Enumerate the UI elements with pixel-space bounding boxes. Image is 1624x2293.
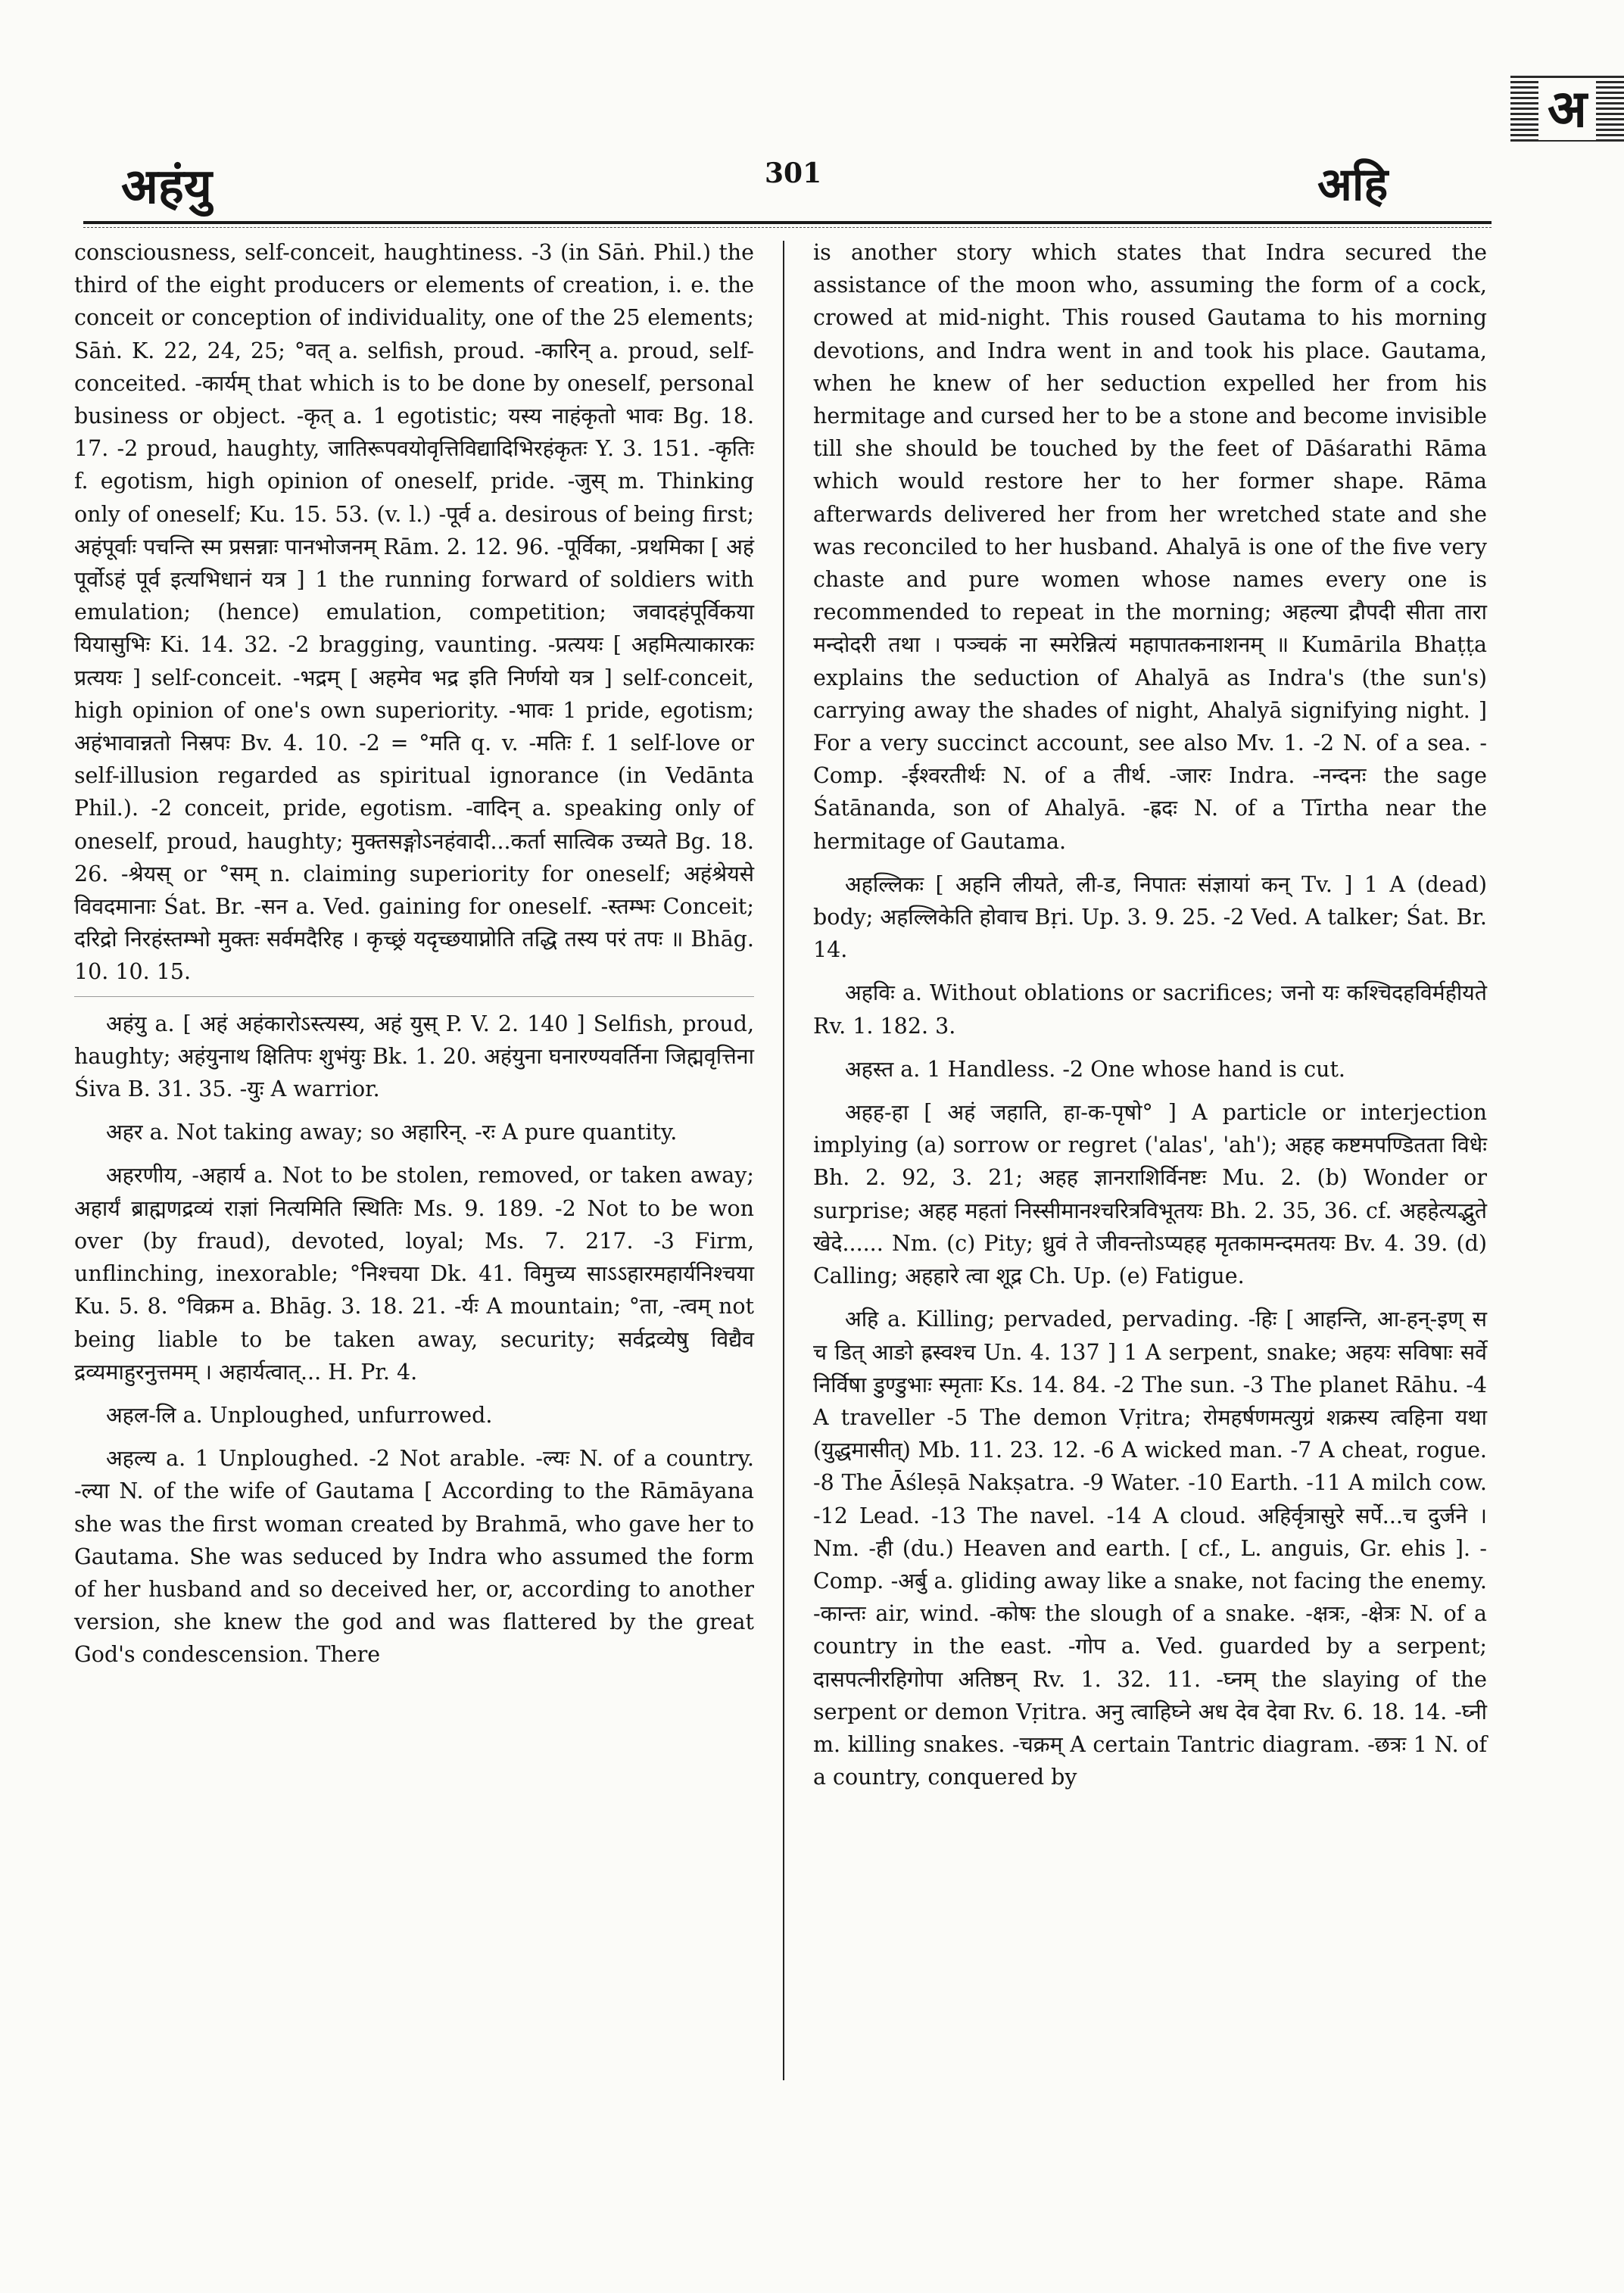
thumb-index-letter: अ [1538, 79, 1596, 140]
header-rule-dashed [83, 227, 1492, 228]
page-number: 301 [765, 157, 822, 189]
right-guide-word: अहि [1317, 158, 1389, 211]
entry-ahi: अहि a. Killing; pervaded, pervading. -हिः [ आहन्ति, आ-हन्-इण् स च डित् आङो ह्रस्वश्च Un. 4. 137 ] 1 A serpent, snake; अहयः सविषाः सर्वे निर्विषा डुण्डुभाः स्मृताः Ks. 14. 84. -2 The sun. -3 The planet Rāhu. -4 A traveller -5 The demon Vṛitra; रोमहर्षणमत्युग्रं शक्रस्य त्वहिना यथा (युद्धमासीत्) Mb. 11. 23. 12. -6 A wicked man. -7 A cheat, rogue. -8 The Āśleṣā Nakṣatra. -9 Water. -10 Earth. -11 A milch cow. -12 Lead. -13 The navel. -14 A cloud. अहिर्वृत्रासुरे सर्पे...च दुर्जने । Nm. -ही (du.) Heaven and earth. [ cf., L. anguis, Gr. ehis ]. -Comp. -अर्बु a. gliding away like a snake, not facing the enemy. -कान्तः air, wind. -कोषः the slough of a snake. -क्षत्रः, -क्षेत्रः N. of a country in the east. -गोप a. Ved. guarded by a serpent; दासपत्नीरहिगोपा अतिष्ठन् Rv. 1. 32. 11. -घ्नम् the slaying of the serpent or demon Vṛitra. अनु त्वाहिघ्ने अध देव देवा Rv. 6. 18. 14. -घ्नी m. killing snakes. -चक्रम् A certain Tantric diagram. -छत्रः 1 N. of a country, conquered by [813, 1307, 1487, 1790]
entry-continuation-ahankara: consciousness, self-conceit, haughtiness. -3 (in Sāṅ. Phil.) the third of the eight producers or elements of creation, i. e. the conceit or conception of individuality, one of the 25 elements; Sāṅ. K. 22, 24, 25; °वत् a. selfish, proud. -कारिन् a. proud, self-conceited. -कार्यम् that which is to be done by oneself, personal business or object. -कृत् a. 1 egotistic; यस्य नाहंकृतो भावः Bg. 18. 17. -2 proud, haughty, जातिरूपवयोवृत्तिविद्यादिभिरहंकृतः Y. 3. 151. -कृतिः f. egotism, high opinion of oneself, pride. -जुस् m. Thinking only of oneself; Ku. 15. 53. (v. l.) -पूर्व a. desirous of being first; अहंपूर्वाः पचन्ति स्म प्रसन्नाः पानभोजनम् Rām. 2. 12. 96. -पूर्विका, -प्रथमिका [ अहं पूर्वोऽहं पूर्व इत्यभिधानं यत्र ] 1 the running forward of soldiers with emulation; (hence) emulation, competition; जवादहंपूर्विकया यियासुभिः Ki. 14. 32. -2 bragging, vaunting. -प्रत्ययः [ अहमित्याकारकः प्रत्ययः ] self-conceit. -भद्रम् [ अहमेव भद्र इति निर्णयो यत्र ] self-conceit, high opinion of one's own superiority. -भावः 1 pride, egotism; अहंभावान्नतो निस्रपः Bv. 4. 10. -2 = °मति q. v. -मतिः f. 1 self-love or self-illusion regarded as spiritual ignorance (in Vedānta Phil.). -2 conceit, pride, egotism. -वादिन् a. speaking only of oneself, proud, haughty; मुक्तसङ्गोऽनहंवादी...कर्ता सात्विक उच्यते Bg. 18. 26. -श्रेयस् or °सम् n. claiming superiority for oneself; अहंश्रेयसे विवदमानाः Śat. Br. -सन a. Ved. gaining for oneself. -स्तम्भः Conceit; दरिद्रो निरहंस्तम्भो मुक्तः सर्वमदैरिह । कृच्छ्रं यदृच्छयाप्नोति तद्धि तस्य परं तपः ॥ Bhāg. 10. 10. 15. [74, 240, 754, 985]
entry-aharaniya: अहरणीय, -अहार्य a. Not to be stolen, removed, or taken away; अहार्यं ब्राह्मणद्रव्यं राज्ञां नित्यमिति स्थितिः Ms. 9. 189. -2 Not to be won over (by fraud), devoted, loyal; Ms. 7. 217. -3 Firm, unflinching, inexorable; °निश्चया Dk. 41. विमुच्य साऽऽहारमहार्यनिश्चया Ku. 5. 8. °विक्रम a. Bhāg. 3. 18. 21. -र्यः A mountain; °ता, -त्वम् not being liable to be taken away, security; सर्वद्रव्येषु विद्यैव द्रव्यमाहुरनुत्तमम् । अहार्यत्वात्... H. Pr. 4. [74, 1163, 754, 1385]
entry-ahallika: अहल्लिकः [ अहनि लीयते, ली-ड, निपातः संज्ञायां कन् Tv. ] 1 A (dead) body; अहल्लिकेति होवाच Bṛi. Up. 3. 9. 25. -2 Ved. A talker; Śat. Br. 14. [813, 871, 1487, 963]
right-column [813, 236, 1487, 1798]
entry-ahalya: अहल्य a. 1 Unploughed. -2 Not arable. -ल्यः N. of a country. -ल्या N. of the wife of Gautama [ According to the Rāmāyana she was the first woman created by Brahmā, who gave her to Gautama. She was seduced by Indra who assumed the form of her husband and so deceived her, or, according to another version, she knew the god and was flattered by the great God's condescension. There [74, 1446, 754, 1668]
column-divider [783, 241, 784, 2080]
entry-ahala: अहल-लि a. Unploughed, unfurrowed. [106, 1402, 493, 1428]
entry-continuation-ahalya: is another story which states that Indra secured the assistance of the moon who, assuming the form of a cock, crowed at mid-night. This roused Gautama to his morning devotions, and Indra went in and took his place. Gautama, when he knew of her seduction expelled her from his hermitage and cursed her to be a stone and become invisible till she should be touched by the feet of Dāśarathi Rāma which would restore her to her former shape. Rāma afterwards delivered her from her wretched state and she was reconciled to her husband. Ahalyā is one of the five very chaste and pure women whose names every one is recommended to repeat in the morning; अहल्या द्रौपदी सीता तारा मन्दोदरी तथा । पञ्चकं ना स्मरेन्नित्यं महापातकनाशनम् ॥ Kumārila Bhaṭṭa explains the seduction of Ahalyā as Indra's (the sun's) carrying away the shades of night, Ahalyā signifying night. ] For a very succinct account, see also Mv. 1. -2 N. of a sea. -Comp. -ईश्वरतीर्थः N. of a तीर्थ. -जारः Indra. -नन्दनः the sage Śatānanda, son of Ahalyā. -ह्रदः N. of a Tīrtha near the hermitage of Gautama. [813, 240, 1487, 854]
entry-ahavi: अहविः a. Without oblations or sacrifices; जनो यः कश्चिदहविर्महीयते Rv. 1. 182. 3. [813, 980, 1487, 1039]
header-rule [83, 221, 1492, 224]
entry-ahamyu: अहंयु a. [ अहं अहंकारोऽस्त्यस्य, अहं युस् P. V. 2. 140 ] Selfish, proud, haughty; अहंयुनाथ क्षितिपः शुभंयुः Bk. 1. 20. अहंयुना घनारण्यवर्तिना जिह्मवृत्तिना Śiva B. 31. 35. -युः A warrior. [74, 1011, 754, 1102]
entry-ahara: अहर a. Not taking away; so अहारिन्. -रः A pure quantity. [106, 1120, 678, 1145]
left-column [74, 236, 754, 1676]
entry-separator [74, 996, 754, 997]
entry-ahaha: अहह-हा [ अहं जहाति, हा-क-पृषो° ] A particle or interjection implying (a) sorrow or regret ('alas', 'ah'); अहह कष्टमपण्डितता विधेः Bh. 2. 92, 3. 21; अहह ज्ञानराशिर्विनष्टः Mu. 2. (b) Wonder or surprise; अहह महतां निस्सीमानश्चरित्रविभूतयः Bh. 2. 35, 36. cf. अहहेत्यद्भुते खेदे...... Nm. (c) Pity; ध्रुवं ते जीवन्तोऽप्यहह मृतकामन्दमतयः Bv. 4. 39. (d) Calling; अहहारे त्वा शूद्र Ch. Up. (e) Fatigue. [813, 1100, 1487, 1289]
left-guide-word: अहंयु [121, 158, 212, 215]
entry-ahasta: अहस्त a. 1 Handless. -2 One whose hand is cut. [845, 1056, 1345, 1082]
thumb-index-tab [1510, 76, 1624, 144]
